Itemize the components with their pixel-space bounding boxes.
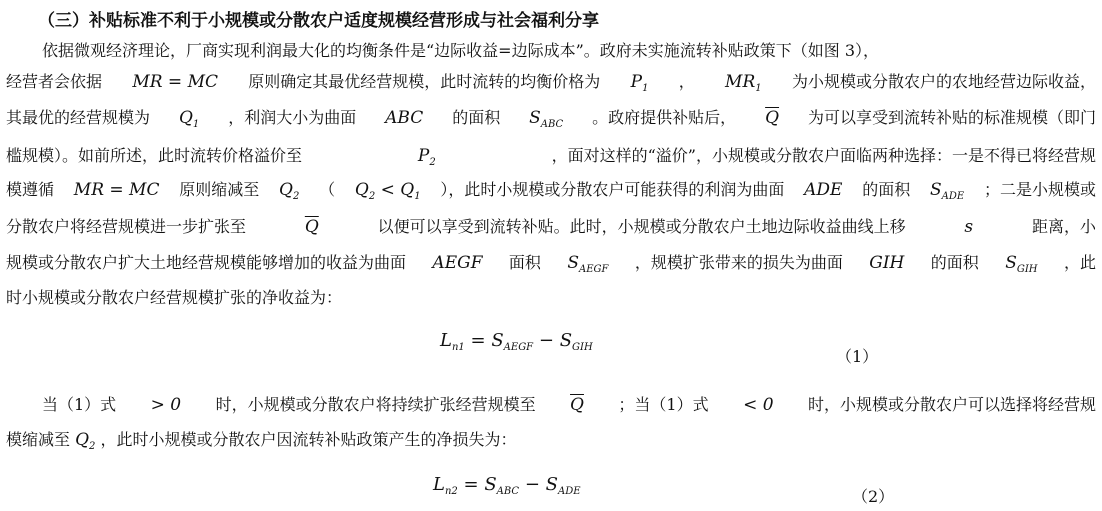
math-subscript: 1	[414, 191, 421, 202]
text-run: ，规模扩张带来的损失为曲面	[634, 253, 843, 272]
math-operator: −	[538, 330, 554, 351]
math-base: P	[417, 146, 430, 166]
math-symbol	[567, 248, 608, 278]
math-symbol	[631, 67, 649, 97]
math-base: Q	[400, 180, 415, 200]
math-base: S	[545, 474, 558, 495]
paragraph-2-line-1	[42, 390, 1096, 420]
math-operator: <	[375, 180, 401, 200]
math-subscript: ADE	[941, 191, 965, 202]
text-run: 时小规模或分散农户经营规模扩张的净收益为：	[6, 288, 343, 307]
math-operator: =	[463, 474, 479, 495]
math-expression: > 0	[150, 395, 182, 415]
math-subscript: 2	[89, 441, 96, 452]
paragraph-2-line-2	[6, 425, 1096, 455]
paragraph-1-line-2	[6, 67, 1096, 97]
text-run: ，	[678, 72, 695, 91]
math-base: MR	[725, 72, 756, 92]
text-run: 模遵循	[6, 180, 55, 199]
math-base: S	[484, 474, 497, 495]
text-run: 时，小规模或分散农户将持续扩张经营规模至	[215, 395, 536, 414]
math-subscript: ABC	[496, 486, 520, 497]
equation-2-number: （2）	[852, 487, 895, 506]
math-subscript: 2	[368, 191, 376, 202]
text-run: 的面积	[930, 253, 979, 272]
paragraph-1-line-8	[6, 283, 1096, 313]
text-run: 槛规模）。如前所述，此时流转价格溢价至	[6, 146, 303, 165]
text-run: ，利润大小为曲面	[228, 108, 357, 127]
math-base: P	[630, 72, 643, 92]
math-expression: ADE	[804, 180, 843, 200]
text-run: ，此	[1063, 253, 1096, 272]
math-subscript: 2	[292, 191, 300, 202]
section-heading: （三）补贴标准不利于小规模或分散农户适度规模经营形成与社会福利分享	[38, 11, 599, 31]
math-symbol: $\overline{Q}$	[765, 108, 780, 128]
math-base: S	[559, 330, 573, 351]
text-run: 分散农户将经营规模进一步扩张至	[6, 217, 247, 236]
math-expression: MR = MC	[132, 72, 218, 92]
math-base: S	[567, 253, 579, 273]
math-base: Q	[178, 108, 193, 128]
text-run: 的面积	[862, 180, 911, 199]
text-run: ；当（1）式	[618, 395, 709, 414]
text-run: 。政府提供补贴后，	[592, 108, 737, 127]
math-symbol	[930, 175, 964, 205]
math-symbol	[529, 103, 563, 133]
math-subscript: AEGF	[503, 342, 534, 353]
text-run: 其最优的经营规模为	[6, 108, 151, 127]
math-expression: AEGF	[432, 253, 483, 273]
text-run: 依据微观经济理论，厂商实现利润最大化的均衡条件是“边际收益=边际成本”。政府未实施流转补贴政策下（如图 3），	[42, 41, 880, 60]
paragraph-1-line-1	[42, 36, 1096, 66]
math-expression: < 0	[743, 395, 774, 415]
math-expression: GIH	[869, 253, 905, 273]
text-run: 的面积	[452, 108, 501, 127]
math-symbol	[1005, 248, 1037, 278]
math-operator: =	[470, 330, 486, 351]
text-run: 距离，小	[1031, 217, 1096, 236]
math-expression	[355, 175, 421, 205]
text-run: 以便可以享受到流转补贴。此时，小规模或分散农户土地边际收益曲线上移	[377, 217, 906, 236]
math-symbol	[75, 430, 95, 450]
math-base: L	[440, 330, 452, 351]
text-run: 规模或分散农户扩大土地经营规模能够增加的收益为曲面	[6, 253, 407, 272]
math-expression: ABC	[385, 108, 424, 128]
text-run: 面积	[508, 253, 541, 272]
math-expression: MR = MC	[73, 180, 160, 200]
text-run: ），此时小规模或分散农户可能获得的利润为曲面	[440, 180, 785, 199]
text-run: 为可以享受到流转补贴的标准规模（即门	[807, 108, 1096, 127]
math-subscript: 1	[755, 83, 762, 94]
math-symbol	[418, 141, 436, 171]
math-subscript: ADE	[558, 486, 581, 497]
text-run: 模缩减至	[6, 430, 71, 449]
paragraph-1-line-7	[6, 248, 1096, 278]
math-base: Q	[75, 430, 90, 450]
text-run: 时，小规模或分散农户可以选择将经营规	[807, 395, 1096, 414]
math-subscript: AEGF	[578, 264, 609, 275]
paragraph-1-line-5	[6, 175, 1096, 205]
math-base: L	[433, 474, 445, 495]
text-run: ；二是小规模或	[983, 180, 1096, 199]
text-run: 原则确定其最优经营规模，此时流转的均衡价格为	[248, 72, 601, 91]
math-subscript: 1	[192, 119, 200, 130]
math-base: S	[529, 108, 541, 128]
text-run: （	[319, 180, 336, 199]
text-run: ，此时小规模或分散农户因流转补贴政策产生的净损失为：	[100, 430, 517, 449]
text-run: 经营者会依据	[6, 72, 103, 91]
math-base: S	[491, 330, 504, 351]
math-subscript: ABC	[540, 119, 564, 130]
math-symbol: $\overline{Q}$	[304, 217, 319, 237]
equation-2	[433, 474, 581, 497]
text-run: 原则缩减至	[179, 180, 260, 199]
paragraph-1-line-6	[6, 212, 1096, 242]
paragraph-1-line-4	[6, 141, 1096, 171]
math-symbol	[279, 175, 299, 205]
math-symbol: $\overline{Q}$	[570, 395, 584, 415]
paragraph-1-line-3	[6, 103, 1096, 133]
math-operator: −	[524, 474, 540, 495]
math-subscript: n1	[451, 342, 465, 353]
math-base: S	[1005, 253, 1017, 273]
math-subscript: n2	[444, 486, 458, 497]
math-symbol: s	[964, 217, 974, 237]
equation-1-number: （1）	[836, 347, 879, 366]
math-symbol	[725, 67, 762, 97]
text-run: 为小规模或分散农户的农地经营边际收益，	[791, 72, 1096, 91]
math-base: S	[929, 180, 942, 200]
text-run: ，面对这样的“溢价”，小规模或分散农户面临两种选择：一是不得已将经营规	[551, 146, 1096, 165]
math-subscript: GIH	[572, 342, 593, 353]
math-base: Q	[354, 180, 369, 200]
text-run: 当（1）式	[42, 395, 117, 414]
math-subscript: GIH	[1016, 264, 1038, 275]
math-base: Q	[279, 180, 293, 200]
math-subscript: 1	[642, 83, 649, 94]
math-subscript: 2	[429, 157, 436, 168]
equation-1	[440, 330, 593, 353]
math-symbol	[179, 103, 199, 133]
